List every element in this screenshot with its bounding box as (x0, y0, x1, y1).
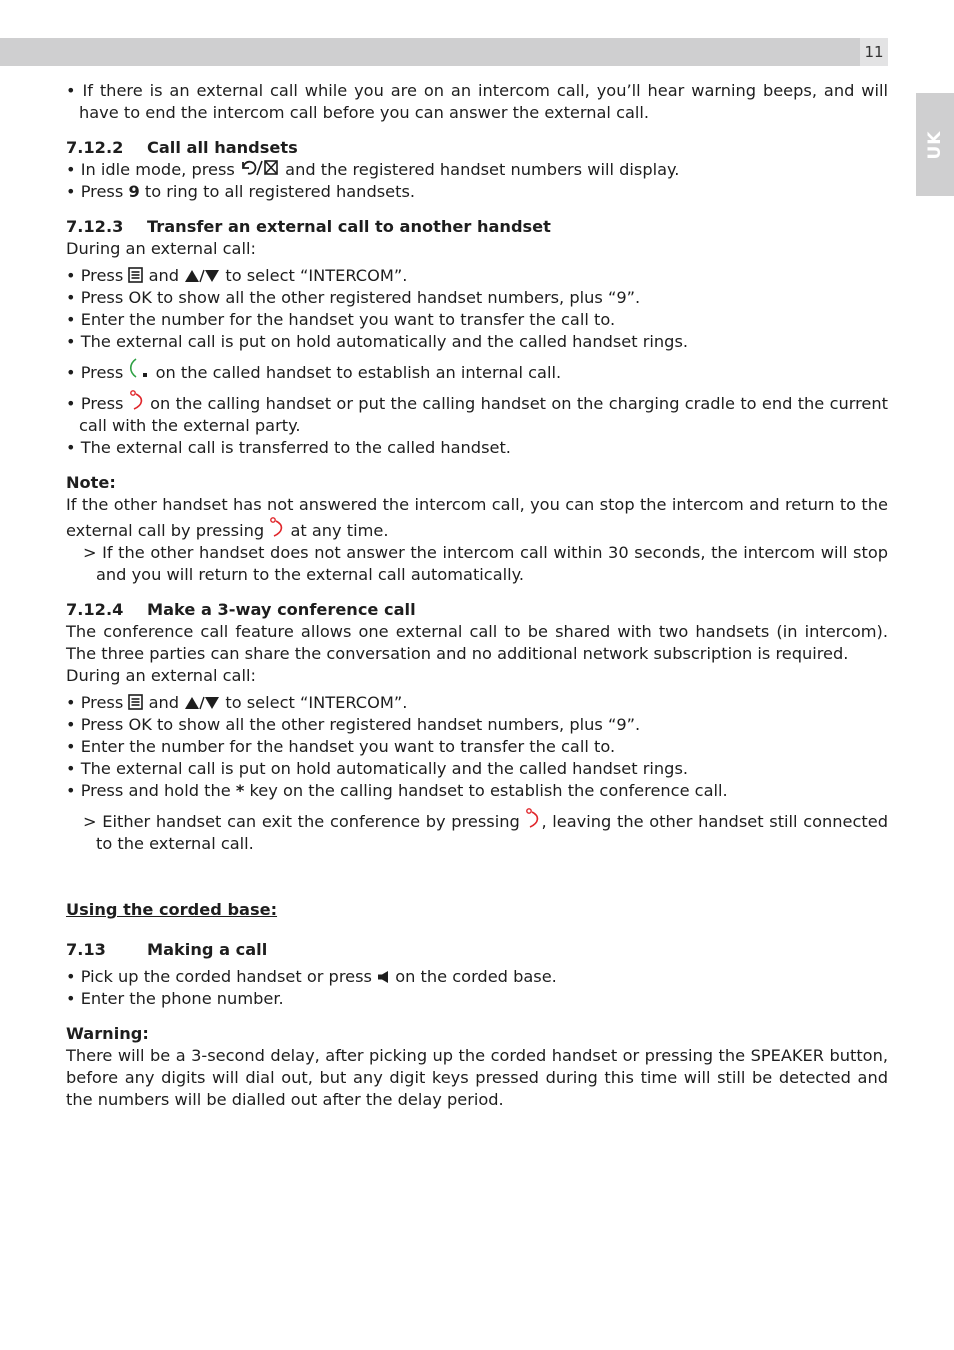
up-down-arrows-icon (184, 269, 220, 283)
list-item (66, 714, 888, 736)
text: key on the calling handset to establish the conference call. (244, 781, 728, 800)
list-item (66, 780, 888, 802)
text: • Press (66, 715, 129, 734)
text: and the registered handset numbers will display. (280, 160, 680, 179)
list-item (66, 265, 888, 287)
text: to ring to all registered handsets. (139, 182, 416, 201)
text: , leaving the other handset still connected to the external call. (96, 812, 889, 853)
note-label: Note: (66, 473, 116, 492)
text: • Press (66, 693, 129, 712)
page-number: 11 (860, 38, 888, 66)
text: on the calling handset or put the calling handset on the charging cradle to end the current call with the external party. (79, 394, 888, 435)
list-item (66, 181, 888, 203)
note-sub: > If the other handset does not answer the intercom call within 30 seconds, the intercom will stop and you will return to the external call automatically. (83, 543, 888, 584)
text: > Either handset can exit the conference by pressing (83, 812, 526, 831)
section-title: Call all handsets (147, 138, 298, 157)
section-number: 7.13 (66, 940, 106, 959)
conference-sub (66, 807, 888, 855)
list-item (66, 159, 888, 181)
key-label: OK (128, 288, 152, 307)
text: • Pick up the corded handset or press (66, 967, 378, 986)
section-number: 7.12.4 (66, 600, 124, 619)
end-call-icon (525, 807, 541, 829)
note-text (66, 494, 888, 542)
section-title: Making a call (147, 940, 268, 959)
redial-mute-icon (240, 159, 280, 177)
text: If the other handset has not answered the intercom call, you can stop the intercom and return to the external call by pressing (66, 495, 888, 540)
menu-icon (128, 267, 143, 283)
up-down-arrows-icon (184, 696, 220, 710)
corded-base-heading: Using the corded base: (66, 900, 278, 919)
text: to show all the other registered handset numbers, plus “9”. (151, 288, 641, 307)
text: and (143, 693, 185, 712)
intro-bullet: • If there is an external call while you are on an intercom call, you’ll hear warning beeps, and will have to end the intercom call before you can answer the external call. (66, 81, 888, 122)
list-item (66, 358, 888, 384)
section-number: 7.12.2 (66, 138, 124, 157)
text: • Press (66, 288, 129, 307)
talk-icon (128, 358, 150, 380)
section-7-13-heading (66, 939, 888, 961)
list-item (66, 287, 888, 309)
text: • Press and hold the (66, 781, 236, 800)
section-7-12-2-heading (66, 137, 888, 159)
warning-label: Warning: (66, 1024, 149, 1043)
section-title: Transfer an external call to another handset (147, 217, 551, 236)
text: to select “INTERCOM”. (220, 266, 408, 285)
list-item: • Enter the number for the handset you want to transfer the call to. (66, 737, 616, 756)
language-tab (916, 93, 954, 196)
key-label: OK (128, 715, 152, 734)
end-call-icon (269, 516, 285, 538)
list-item: • The external call is put on hold automatically and the called handset rings. (66, 332, 689, 351)
text: to show all the other registered handset numbers, plus “9”. (151, 715, 641, 734)
menu-icon (128, 694, 143, 710)
section-7-12-3-heading (66, 216, 888, 238)
text: on the corded base. (390, 967, 557, 986)
key-label: * (235, 781, 245, 800)
text: • In idle mode, press (66, 160, 240, 179)
text: and (143, 266, 185, 285)
list-item: • The external call is transferred to the called handset. (66, 438, 511, 457)
page-content (66, 80, 888, 1111)
header-bar (0, 38, 860, 66)
list-item (66, 966, 888, 988)
language-tab-label: UK (925, 130, 945, 159)
text: • Press (66, 394, 129, 413)
text: • Press (66, 363, 129, 382)
text: at any time. (285, 521, 389, 540)
section-number: 7.12.3 (66, 217, 124, 236)
section-title: Make a 3-way conference call (147, 600, 416, 619)
section-intro: During an external call: (66, 666, 256, 685)
list-item: • The external call is put on hold automatically and the called handset rings. (66, 759, 689, 778)
text: on the called handset to establish an internal call. (150, 363, 562, 382)
text: • Press (66, 266, 129, 285)
list-item: • Enter the phone number. (66, 989, 284, 1008)
speaker-icon (377, 970, 390, 984)
list-item (66, 389, 888, 437)
section-paragraph: The conference call feature allows one external call to be shared with two handsets (in intercom). The three parties can share the conversation and no additional network subscription is required. (66, 622, 888, 663)
list-item (66, 692, 888, 714)
section-intro: During an external call: (66, 239, 256, 258)
end-call-icon (129, 389, 145, 411)
text: • Press (66, 182, 129, 201)
list-item: • Enter the number for the handset you want to transfer the call to. (66, 310, 616, 329)
section-7-12-4-heading (66, 599, 888, 621)
warning-text: There will be a 3-second delay, after picking up the corded handset or pressing the SPEAKER button, before any digits will dial out, but any digit keys pressed during this time will still be detected and the numbers will be dialled out after the delay period. (66, 1046, 888, 1109)
key-label: 9 (128, 182, 140, 201)
text: to select “INTERCOM”. (220, 693, 408, 712)
